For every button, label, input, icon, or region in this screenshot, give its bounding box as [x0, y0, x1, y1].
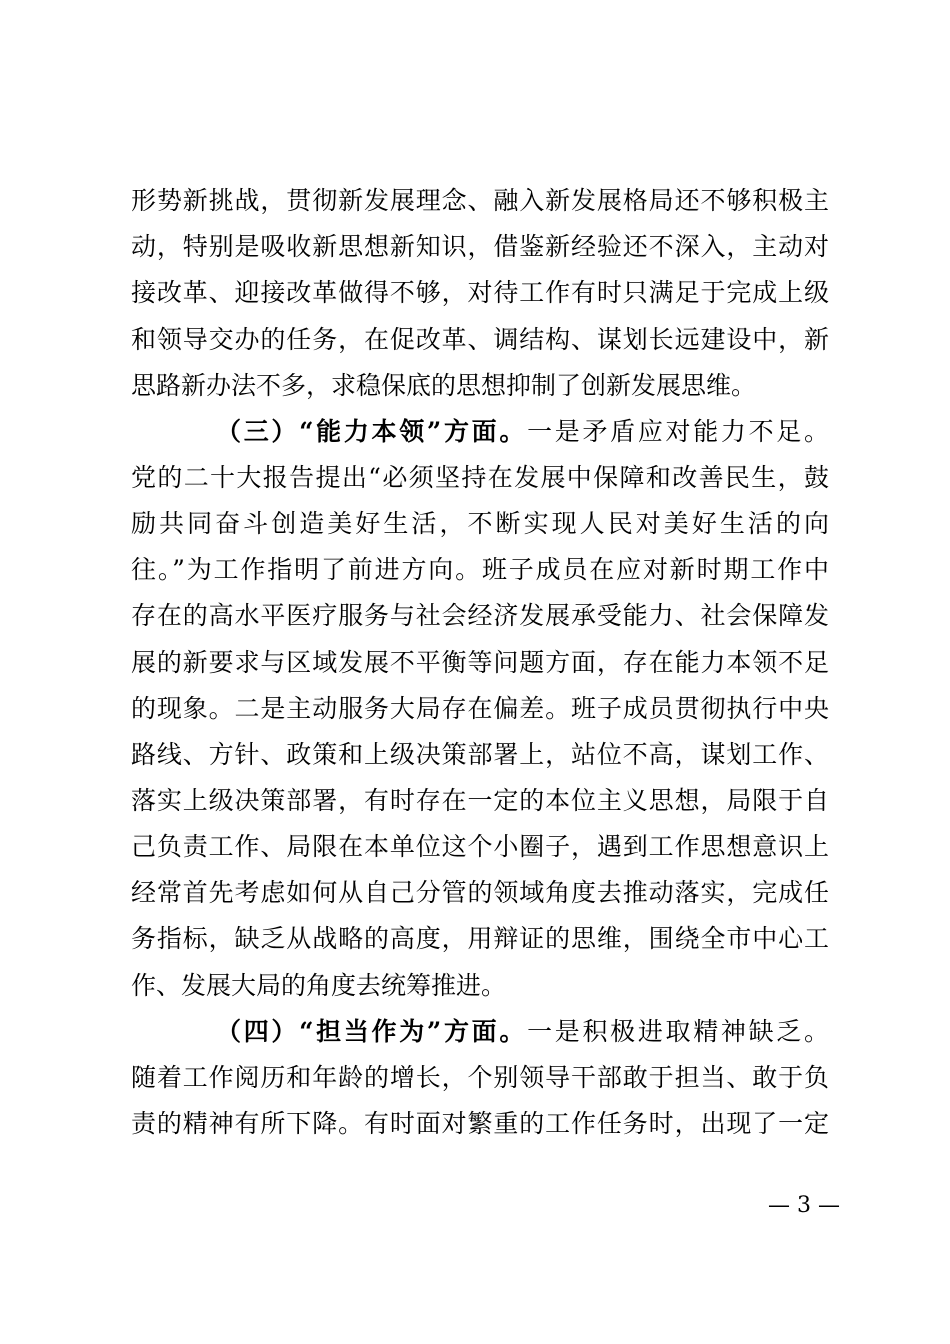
body-line: 存在的高水平医疗服务与社会经济发展承受能力、社会保障发 [131, 601, 829, 630]
section-4-heading: （四）“担当作为”方面。 [216, 1017, 528, 1046]
body-line: 作、发展大局的角度去统筹推进。 [131, 971, 507, 1000]
body-line: 的现象。二是主动服务大局存在偏差。班子成员贯彻执行中央 [131, 694, 829, 723]
body-line: 责的精神有所下降。有时面对繁重的工作任务时，出现了一定 [131, 1109, 829, 1138]
section-3-first-line [216, 414, 829, 450]
page-number: — 3 — [768, 1193, 840, 1218]
body-line: 经常首先考虑如何从自己分管的领域角度去推动落实，完成任 [131, 878, 829, 907]
section-4-first-line [216, 1014, 829, 1050]
body-line: 形势新挑战，贯彻新发展理念、融入新发展格局还不够积极主 [131, 186, 829, 215]
body-line: 思路新办法不多，求稳保底的思想抑制了创新发展思维。 [131, 371, 757, 400]
section-4-text: 一是积极进取精神缺乏。 [527, 1017, 829, 1046]
body-line: 往。”为工作指明了前进方向。班子成员在应对新时期工作中 [131, 555, 829, 584]
body-line: 励共同奋斗创造美好生活，不断实现人民对美好生活的向 [131, 509, 829, 538]
body-line: 动，特别是吸收新思想新知识，借鉴新经验还不深入，主动对 [131, 232, 829, 261]
body-line: 己负责工作、局限在本单位这个小圈子，遇到工作思想意识上 [131, 832, 829, 861]
body-line: 接改革、迎接改革做得不够，对待工作有时只满足于完成上级 [131, 278, 829, 307]
body-line: 随着工作阅历和年龄的增长，个别领导干部敢于担当、敢于负 [131, 1063, 829, 1092]
body-line: 党的二十大报告提出“必须坚持在发展中保障和改善民生，鼓 [131, 463, 829, 492]
body-line: 和领导交办的任务，在促改革、调结构、谋划长远建设中，新 [131, 325, 829, 354]
body-line: 路线、方针、政策和上级决策部署上，站位不高，谋划工作、 [131, 740, 829, 769]
section-3-text: 一是矛盾应对能力不足。 [527, 417, 829, 446]
body-line: 落实上级决策部署，有时存在一定的本位主义思想，局限于自 [131, 786, 829, 815]
body-line: 务指标，缺乏从战略的高度，用辩证的思维，围绕全市中心工 [131, 924, 829, 953]
body-line: 展的新要求与区域发展不平衡等问题方面，存在能力本领不足 [131, 648, 829, 677]
section-3-heading: （三）“能力本领”方面。 [216, 417, 528, 446]
